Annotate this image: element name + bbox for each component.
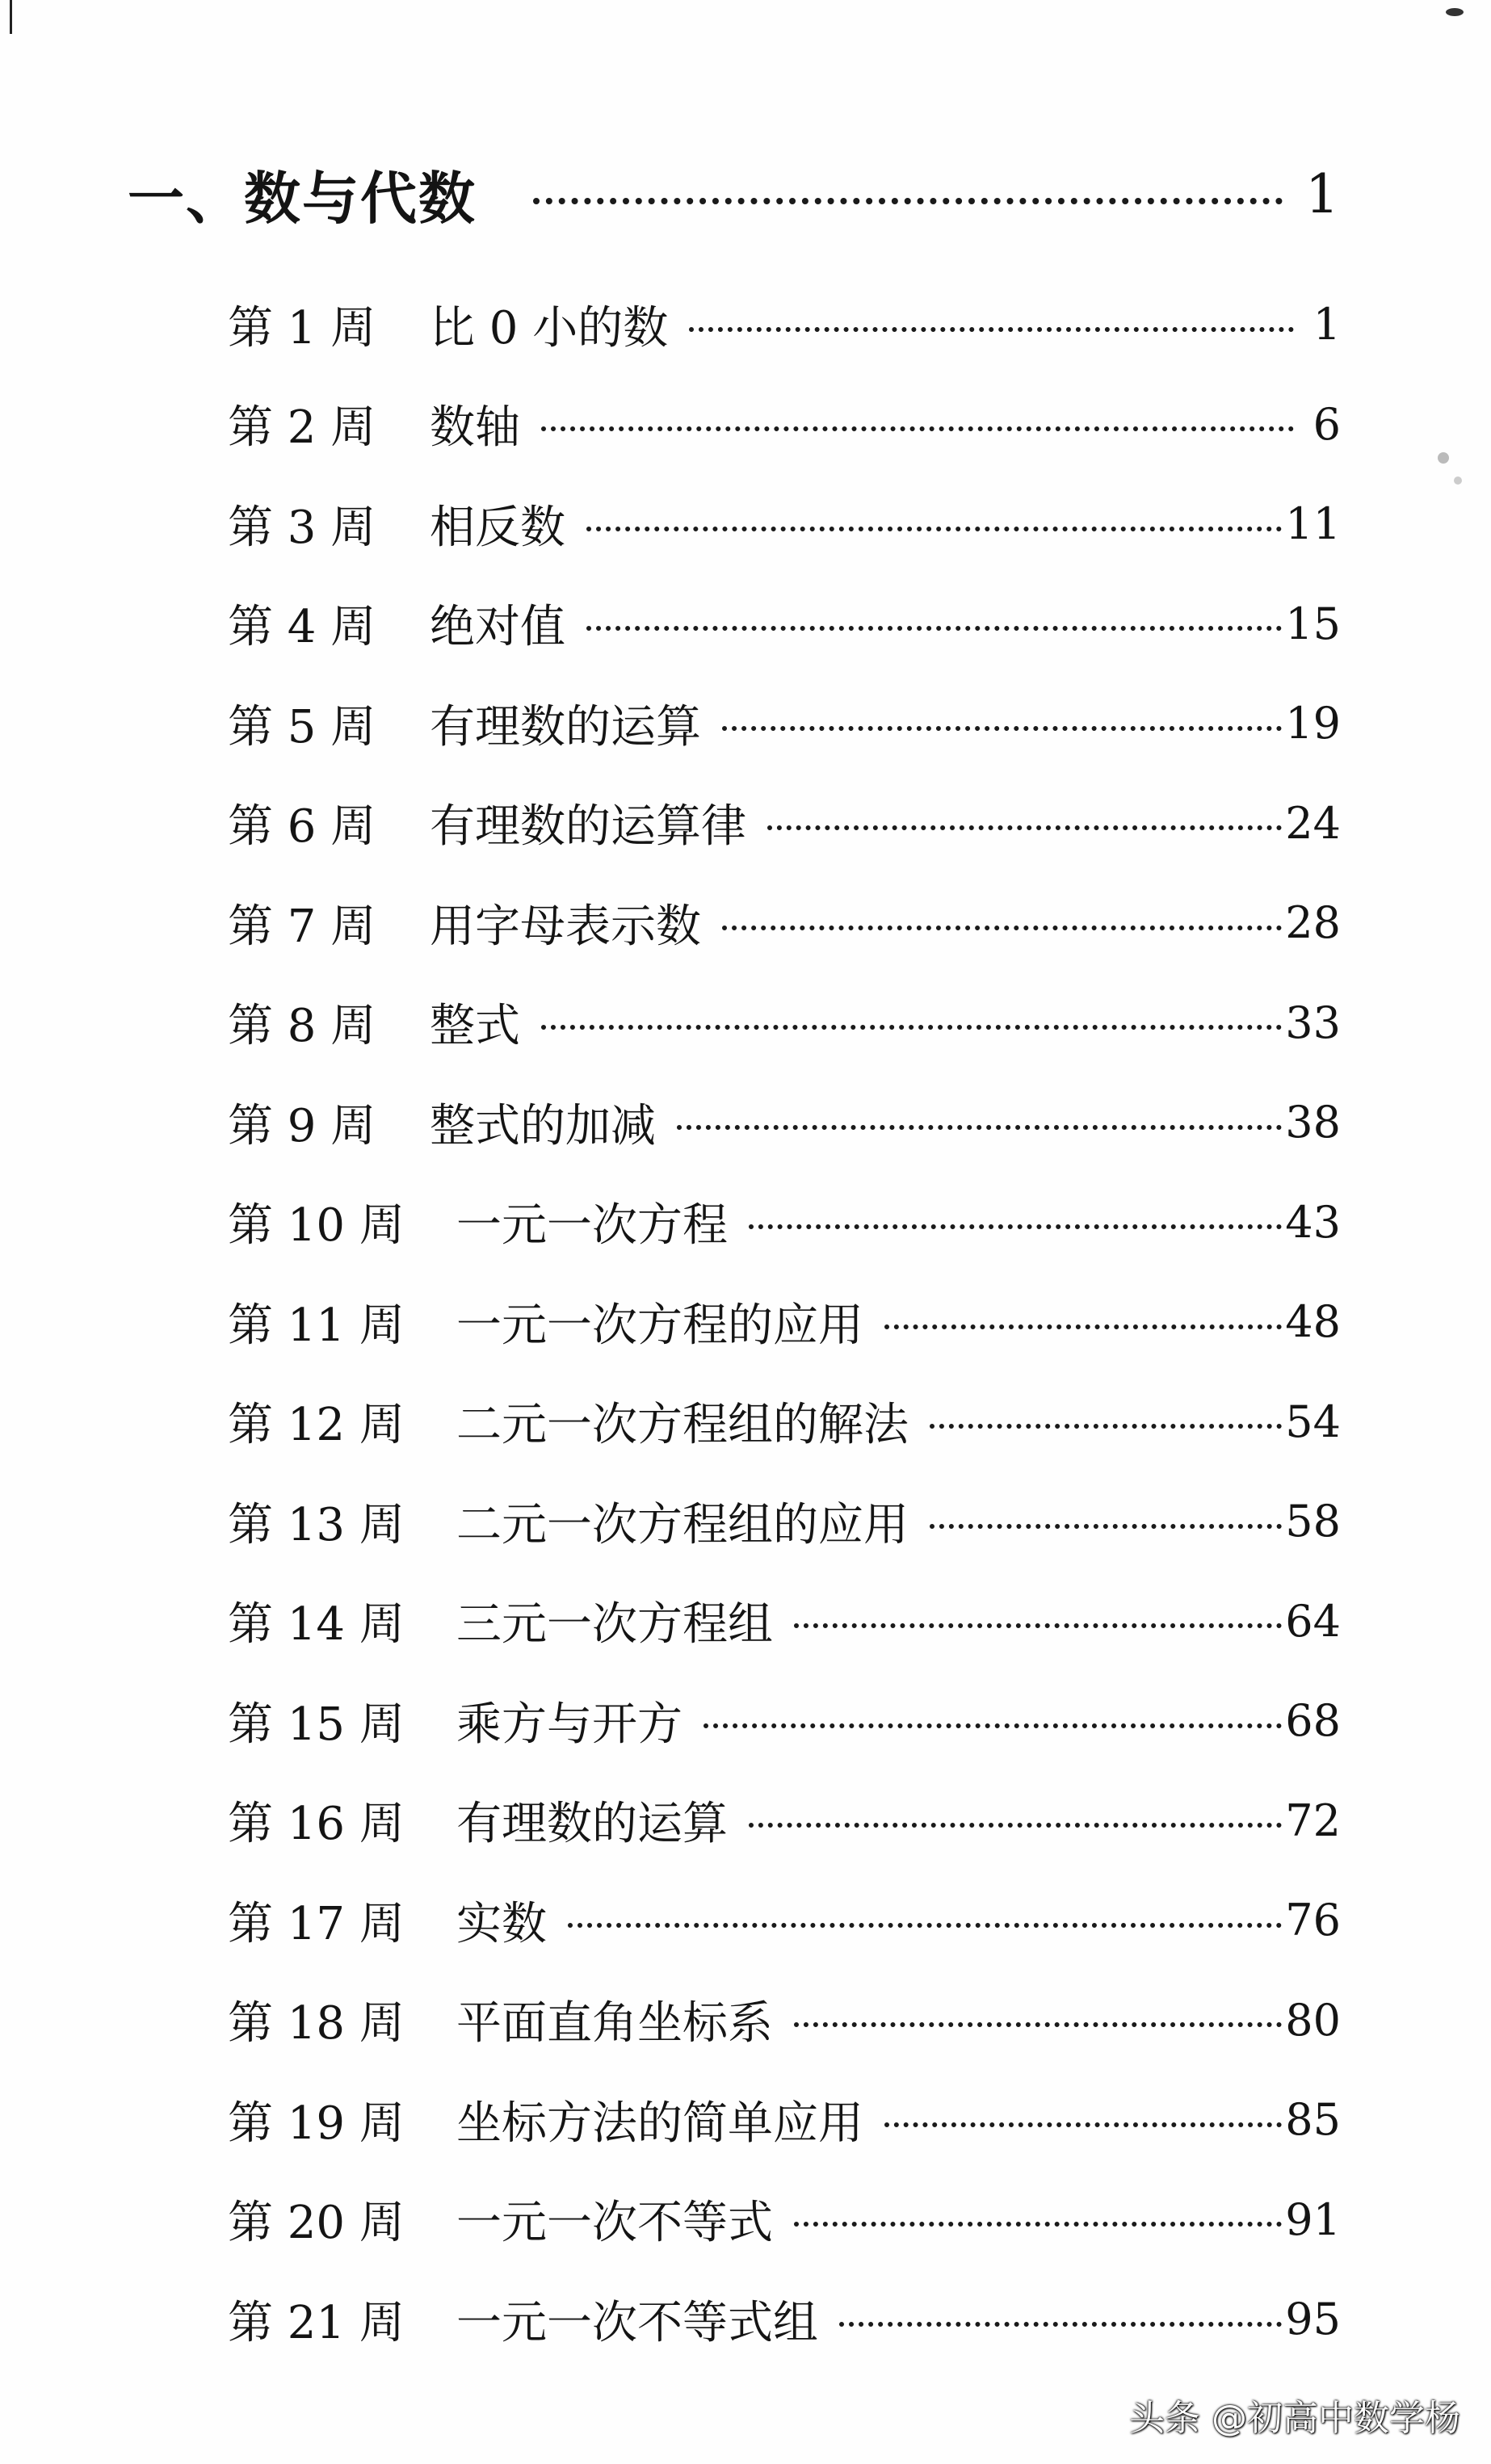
toc-page-number: 58 [1285,1496,1341,1547]
toc-topic: 一元一次不等式 [456,2197,773,2250]
toc-week: 第 3 周 [228,501,376,554]
dot-leader [930,1424,1282,1429]
dot-leader [794,2022,1282,2027]
toc-page-number: 28 [1285,897,1341,949]
toc-entry[interactable] [228,574,1341,674]
dot-leader [533,198,1283,204]
toc-topic: 一元一次不等式组 [456,2296,818,2349]
toc-page-number: 54 [1285,1396,1341,1447]
toc-topic: 二元一次方程组的解法 [456,1399,909,1452]
toc-week: 第 21 周 [228,2296,405,2349]
toc-topic: 三元一次方程组 [456,1598,773,1652]
toc-page-number: 91 [1285,2193,1341,2245]
toc-page-number: 76 [1285,1895,1341,1946]
toc-page-number: 48 [1285,1296,1341,1348]
dot-leader [749,1224,1282,1229]
toc-page-number: 38 [1285,1097,1341,1148]
toc-page-number: 85 [1285,2094,1341,2146]
toc-entry[interactable] [228,474,1341,574]
toc-topic: 比 0 小的数 [430,301,669,355]
toc-topic: 整式 [430,1000,520,1053]
toc-topic: 平面直角坐标系 [456,1997,773,2051]
toc-topic: 绝对值 [430,601,565,654]
toc-week: 第 20 周 [228,2197,405,2250]
toc-page-number: 11 [1285,498,1341,550]
toc-week: 第 5 周 [228,700,376,753]
dot-leader [767,825,1282,830]
section-heading [128,157,1339,230]
toc-entry[interactable] [228,774,1341,874]
toc-topic: 相反数 [430,501,565,554]
toc-entry[interactable] [228,1372,1341,1472]
toc-entry[interactable] [228,1671,1341,1771]
dot-leader [704,1723,1282,1728]
toc-week: 第 6 周 [228,800,376,854]
toc-entry[interactable] [228,375,1341,475]
dot-leader [794,1623,1282,1628]
dot-leader [884,1324,1282,1329]
toc-entry[interactable] [228,2269,1341,2370]
toc-topic: 有理数的运算律 [430,800,746,854]
toc-entry[interactable] [228,873,1341,973]
toc-topic: 整式的加减 [430,1099,656,1152]
scan-speck [1438,452,1449,464]
toc-topic: 乘方与开方 [456,1698,682,1751]
toc-entry[interactable] [228,1971,1341,2071]
dot-leader [677,1125,1282,1130]
toc-topic: 一元一次方程的应用 [456,1299,863,1352]
dot-leader [568,1923,1282,1928]
dot-leader [884,2122,1282,2127]
toc-entry[interactable] [228,674,1341,774]
toc-entry[interactable] [228,2070,1341,2170]
toc-page-number: 95 [1285,2294,1341,2345]
toc-topic: 有理数的运算 [430,700,701,753]
toc-entry[interactable] [228,1471,1341,1572]
toc-page-number: 80 [1285,1994,1341,2046]
toc-page-number: 1 [1312,299,1341,351]
toc-page-number: 19 [1285,698,1341,749]
toc-week: 第 9 周 [228,1099,376,1152]
toc-week: 第 10 周 [228,1199,405,1253]
toc-entry[interactable] [228,1870,1341,1971]
dot-leader [689,327,1294,332]
section-title: 一、数与代数 [128,165,477,232]
toc-page-number: 6 [1312,398,1341,450]
dot-leader [839,2322,1282,2327]
toc-entry[interactable] [228,1072,1341,1173]
toc-list [228,275,1341,2370]
toc-page-number: 15 [1285,598,1341,649]
toc-entry[interactable] [228,2170,1341,2270]
scan-edge-mark [10,0,12,34]
toc-week: 第 15 周 [228,1698,405,1751]
toc-entry[interactable] [228,275,1341,375]
toc-topic: 用字母表示数 [430,900,701,953]
toc-week: 第 8 周 [228,1000,376,1053]
toc-entry[interactable] [228,1173,1341,1273]
toc-week: 第 1 周 [228,301,376,355]
toc-topic: 有理数的运算 [456,1798,728,1851]
dot-leader [541,1025,1282,1030]
toc-week: 第 12 周 [228,1399,405,1452]
toc-page-number: 24 [1285,797,1341,849]
dot-leader [749,1823,1282,1828]
toc-page-number: 68 [1285,1695,1341,1747]
toc-page-number: 64 [1285,1595,1341,1647]
toc-week: 第 2 周 [228,401,376,455]
section-page-number: 1 [1305,162,1339,225]
toc-week: 第 14 周 [228,1598,405,1652]
toc-week: 第 7 周 [228,900,376,953]
toc-entry[interactable] [228,973,1341,1073]
toc-page-number: 43 [1285,1196,1341,1248]
toc-entry[interactable] [228,1771,1341,1871]
dot-leader [586,626,1282,631]
watermark-text: 头条 @初高中数学杨 [1129,2398,1460,2439]
dot-leader [722,926,1282,930]
scan-speck [1446,8,1464,16]
dot-leader [722,726,1282,731]
toc-topic: 实数 [456,1897,547,1950]
toc-week: 第 4 周 [228,601,376,654]
toc-page-number: 33 [1285,997,1341,1048]
dot-leader [794,2222,1282,2227]
dot-leader [541,426,1294,431]
dot-leader [586,527,1282,531]
toc-entry[interactable] [228,1272,1341,1372]
toc-week: 第 16 周 [228,1798,405,1851]
toc-topic: 一元一次方程 [456,1199,728,1253]
toc-topic: 数轴 [430,401,520,455]
scan-speck [1454,476,1462,485]
toc-week: 第 11 周 [228,1299,405,1352]
toc-week: 第 18 周 [228,1997,405,2051]
toc-topic: 二元一次方程组的应用 [456,1498,909,1551]
toc-week: 第 19 周 [228,2097,405,2150]
dot-leader [930,1524,1282,1529]
toc-page-number: 72 [1285,1794,1341,1846]
toc-week: 第 13 周 [228,1498,405,1551]
toc-topic: 坐标方法的简单应用 [456,2097,863,2150]
toc-week: 第 17 周 [228,1897,405,1950]
toc-entry[interactable] [228,1572,1341,1672]
